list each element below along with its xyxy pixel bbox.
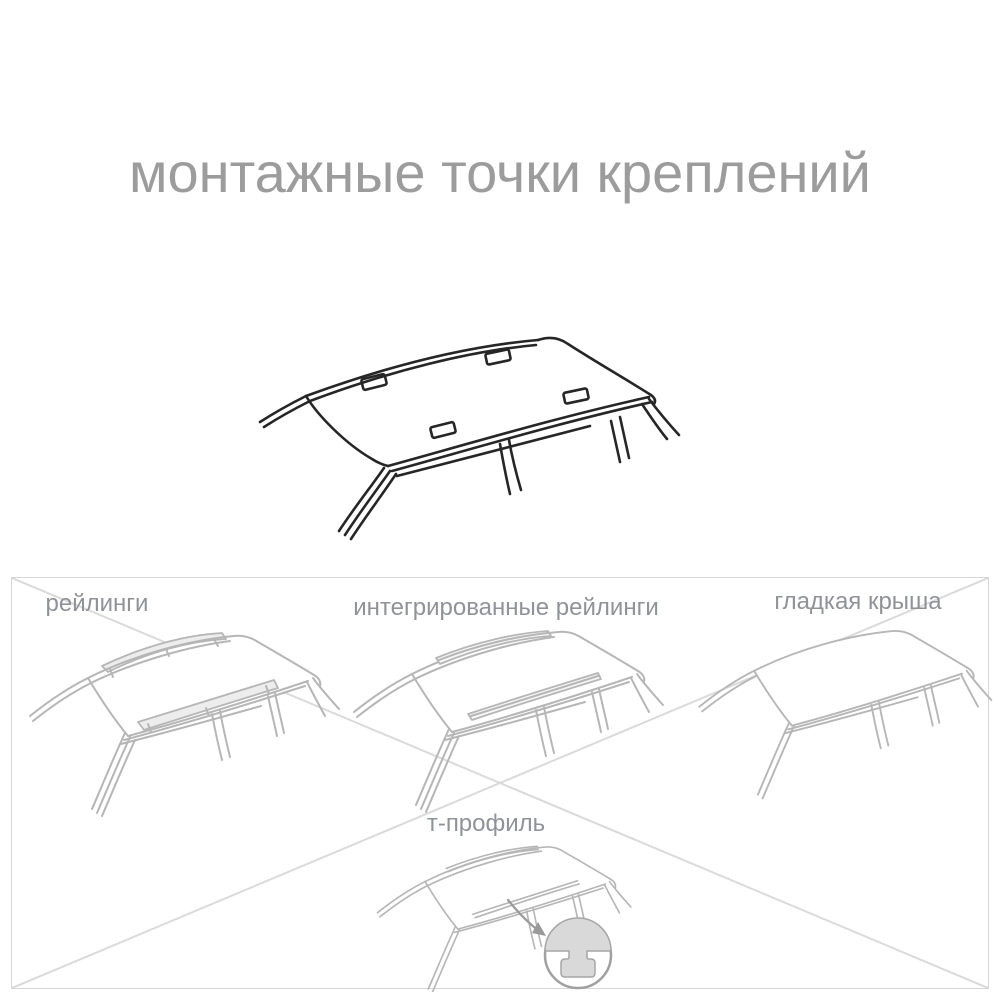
page-title: монтажные точки креплений xyxy=(129,141,871,204)
car-roof-mounting-points-icon xyxy=(228,318,733,553)
smooth-roof-label: гладкая крыша xyxy=(774,588,942,615)
roof-with-integrated-railings-icon xyxy=(340,616,670,816)
t-profile-cross-section-icon xyxy=(545,918,611,988)
railings-label: рейлинги xyxy=(45,590,149,617)
t-profile-label: т-профиль xyxy=(426,810,546,837)
roof-with-t-profile-slots-icon xyxy=(330,832,660,992)
integrated-railings-label: интегрированные рейлинги xyxy=(353,594,659,621)
smooth-roof-icon xyxy=(686,616,998,805)
roof-with-raised-railings-icon xyxy=(16,620,346,830)
